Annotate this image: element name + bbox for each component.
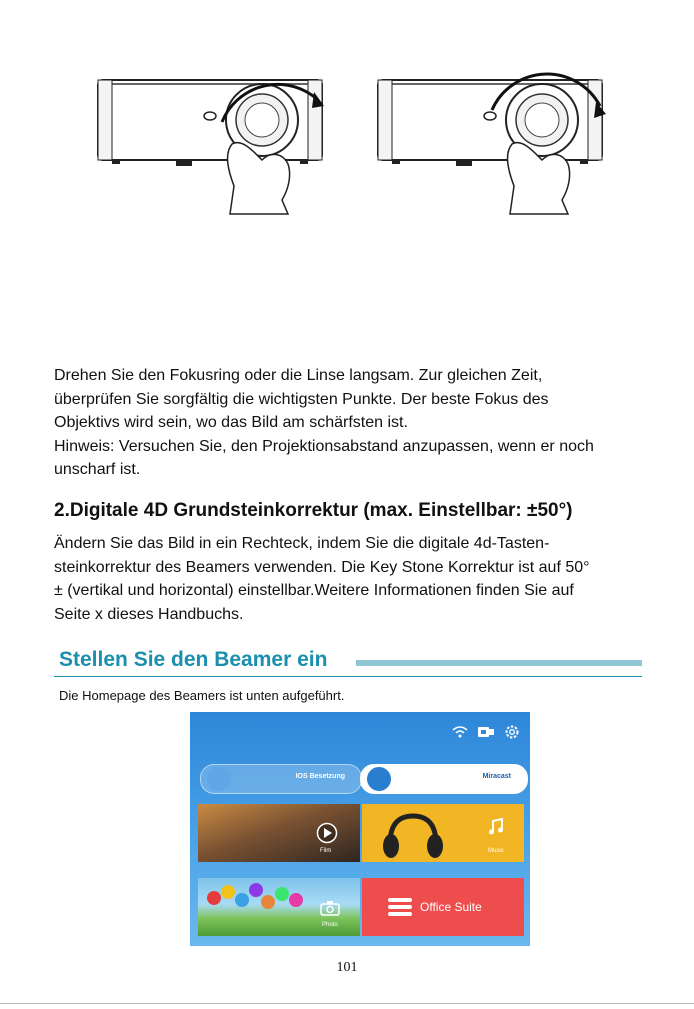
homepage-caption: Die Homepage des Beamers ist unten aufgeführt. [59,688,345,703]
section-title-bar [356,660,642,666]
film-tile[interactable] [198,804,360,862]
balloons-graphic [202,880,312,920]
projector-focus-illustration-left [92,60,332,220]
text-line: Seite x dieses Handbuchs. [54,605,244,623]
office-suite-tile[interactable] [362,878,524,936]
keystone-heading: 2.Digitale 4D Grundsteinkorrektur (max. Einstellbar: ±50°) [54,500,573,521]
focus-instructions [54,364,654,482]
text-line: Ändern Sie das Bild in ein Rechteck, indem Sie die digitale 4d-Tasten- [54,535,550,552]
text-line: Drehen Sie den Fokusring oder die Linse langsam. Zur gleichen Zeit, [54,367,543,384]
status-bar [452,724,520,740]
text-line: steinkorrektur des Beamers verwenden. Die Key Stone Korrektur ist auf 50° [54,558,590,576]
projector-home-screen [190,712,530,946]
photo-tile[interactable] [198,878,360,936]
screen-cast-icon [207,767,231,791]
music-tile[interactable] [362,804,524,862]
office-suite-label: Office Suite [420,900,482,914]
ios-cast-button[interactable] [200,764,362,794]
ios-cast-label: IOS Besetzung [295,773,345,780]
camera-icon [320,900,340,916]
projector-focus-illustration-right [372,60,612,220]
office-menu-icon [388,898,412,916]
miracast-icon [367,767,391,791]
text-line: Objektivs wird sein, wo das Bild am schärfsten ist. [54,414,408,431]
text-line: ± (vertikal und horizontal) einstellbar.Weitere Informationen finden Sie auf [54,582,574,599]
keystone-text [54,532,654,626]
text-line: unscharf ist. [54,461,141,478]
play-icon [316,822,338,844]
miracast-button[interactable] [360,764,528,794]
section-divider [54,676,642,677]
section-title: Stellen Sie den Beamer ein [59,648,328,671]
text-line: Hinweis: Versuchen Sie, den Projektionsabstand anzupassen, wenn er noch [54,437,594,455]
usb-icon [478,727,494,737]
headphones-icon [378,810,448,860]
photo-label: Photo [322,922,338,928]
miracast-label: Miracast [482,773,511,780]
music-label: Music [488,848,504,854]
film-label: Film [320,848,332,854]
page-number: 101 [336,960,358,975]
music-note-icon [488,818,504,836]
text-line: überprüfen Sie sorgfältig die wichtigsten Punkte. Der beste Fokus des [54,390,549,408]
bottom-rule [0,1003,694,1004]
gear-icon[interactable] [504,724,520,740]
wifi-icon [452,726,468,738]
